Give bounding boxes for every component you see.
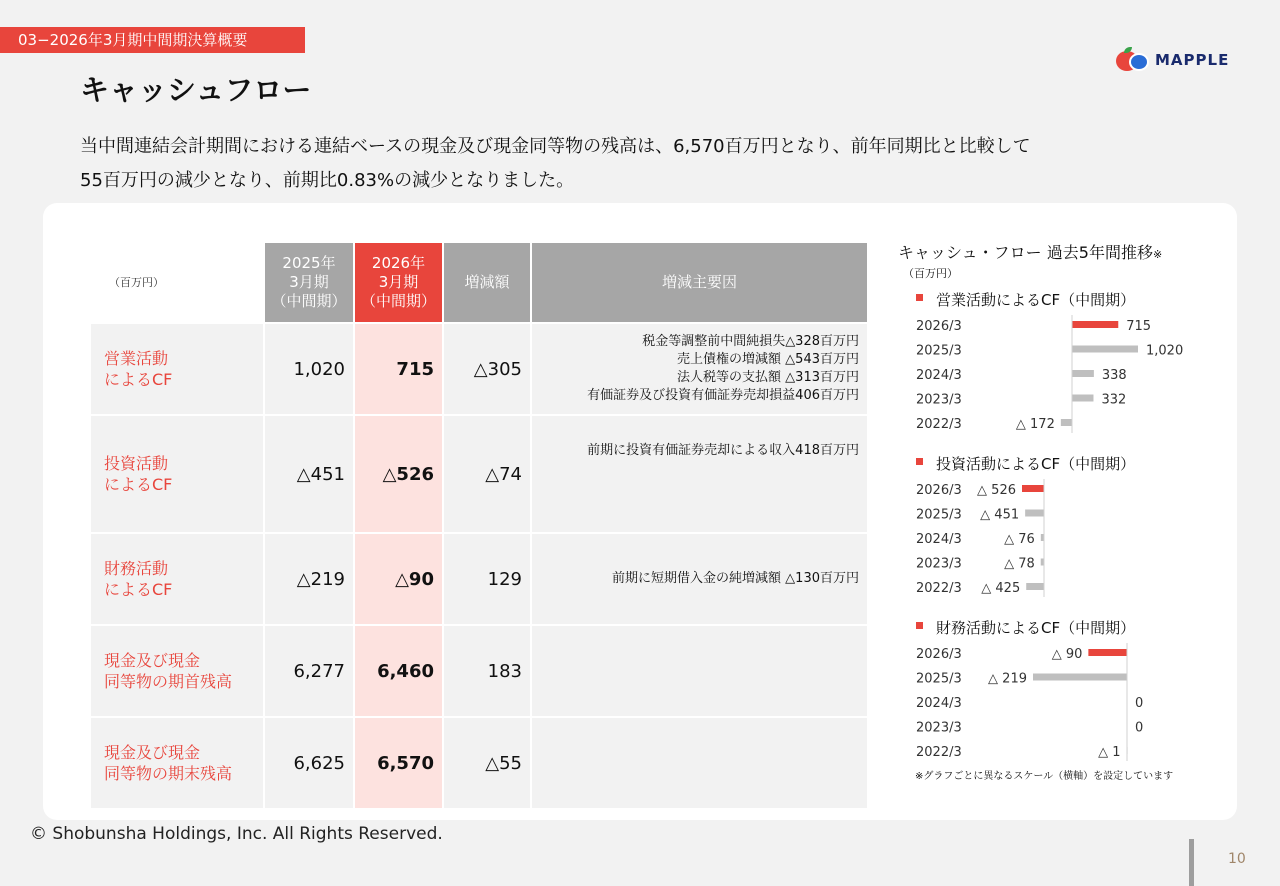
- cell-diff: 183: [443, 625, 531, 717]
- legend-marker: [916, 294, 923, 301]
- category-label: 2022/3: [916, 745, 962, 760]
- category-label: 2023/3: [916, 556, 962, 572]
- category-label: 2026/3: [916, 647, 962, 662]
- financing-cf-chart: [910, 616, 1230, 766]
- table-row: [90, 533, 868, 625]
- cell-prev: 6,277: [264, 625, 354, 717]
- bar: [1072, 346, 1138, 353]
- bar: [1072, 395, 1093, 402]
- investing-cf-chart: [910, 452, 1230, 602]
- category-label: 2025/3: [916, 507, 962, 523]
- copyright: © Shobunsha Holdings, Inc. All Rights Reserved.: [30, 824, 443, 844]
- col-header-prev: 2025年 3月期 （中間期）: [264, 242, 354, 323]
- legend-marker: [916, 622, 923, 629]
- value-label: △ 526: [977, 483, 1016, 498]
- value-label: 1,020: [1146, 343, 1184, 359]
- table-row: [90, 415, 868, 533]
- value-label: △ 76: [1004, 532, 1035, 547]
- category-label: 2023/3: [916, 720, 962, 736]
- cell-curr: △90: [354, 533, 443, 625]
- category-label: 2025/3: [916, 671, 962, 687]
- value-label: △ 425: [981, 581, 1021, 596]
- value-label: 0: [1135, 720, 1144, 736]
- category-label: 2024/3: [916, 532, 962, 547]
- chart-title: 営業活動によるCF（中間期）: [936, 291, 1136, 309]
- chart-title: 投資活動によるCF（中間期）: [936, 455, 1136, 473]
- lead-text: [80, 130, 1180, 198]
- row-label: 現金及び現金 同等物の期末残高: [90, 717, 264, 809]
- value-label: 332: [1101, 392, 1127, 408]
- col-header-diff: 増減額: [443, 242, 531, 323]
- page-number: 10: [1228, 851, 1246, 867]
- category-label: 2026/3: [916, 319, 962, 334]
- value-label: 338: [1101, 368, 1127, 383]
- cell-factors: 税金等調整前中間純損失△328百万円 売上債権の増減額 △543百万円 法人税等の支払額 △313百万円 有価証券及び投資有価証券売却損益406百万円: [531, 323, 868, 415]
- category-label: 2026/3: [916, 483, 962, 498]
- col-header-curr: 2026年 3月期 （中間期）: [354, 242, 443, 323]
- value-label: △ 451: [980, 507, 1020, 523]
- value-label: △ 219: [988, 671, 1027, 687]
- side-unit-label: （百万円）: [903, 267, 958, 280]
- cell-curr: 6,460: [354, 625, 443, 717]
- cell-prev: 6,625: [264, 717, 354, 809]
- logo-text: MAPPLE: [1155, 51, 1230, 69]
- value-label: △ 1: [1098, 745, 1121, 760]
- cell-factors: 前期に投資有価証券売却による収入418百万円: [531, 415, 868, 533]
- legend-marker: [916, 458, 923, 465]
- cell-factors: [531, 717, 868, 809]
- cell-prev: △219: [264, 533, 354, 625]
- section-tag: 03−2026年3月期中間期決算概要: [0, 27, 305, 53]
- row-label: 営業活動 によるCF: [90, 323, 264, 415]
- category-label: 2022/3: [916, 581, 962, 596]
- table-row: [90, 323, 868, 415]
- value-label: △ 90: [1051, 647, 1083, 662]
- value-label: 0: [1135, 696, 1144, 711]
- side-panel-title: キャッシュ・フロー 過去5年間推移※: [898, 243, 1163, 262]
- table-header-row: [90, 242, 868, 323]
- bar: [1025, 510, 1044, 517]
- row-label: 財務活動 によるCF: [90, 533, 264, 625]
- footer-divider: [1189, 839, 1194, 886]
- bar: [1022, 485, 1044, 492]
- cell-curr: 715: [354, 323, 443, 415]
- category-label: 2024/3: [916, 368, 962, 383]
- category-label: 2025/3: [916, 343, 962, 359]
- value-label: △ 78: [1004, 556, 1035, 572]
- value-label: 715: [1126, 319, 1152, 334]
- logo-mark-icon: [1116, 47, 1150, 73]
- unit-label: （百万円）: [90, 242, 264, 323]
- bar: [1088, 649, 1127, 656]
- cell-prev: △451: [264, 415, 354, 533]
- bar: [1061, 419, 1072, 426]
- lead-line-1: 当中間連結会計期間における連結ベースの現金及び現金同等物の残高は、6,570百万円となり、前年同期比と比較して: [80, 136, 1031, 157]
- cell-diff: △74: [443, 415, 531, 533]
- page-title: キャッシュフロー: [80, 73, 312, 107]
- chart-note: ※グラフごとに異なるスケール（横軸）を設定しています: [915, 771, 1174, 782]
- cell-curr: 6,570: [354, 717, 443, 809]
- table-row: [90, 625, 868, 717]
- cell-prev: 1,020: [264, 323, 354, 415]
- cash-flow-table: [89, 241, 869, 810]
- category-label: 2022/3: [916, 417, 962, 432]
- cell-curr: △526: [354, 415, 443, 533]
- lead-line-2: 55百万円の減少となり、前期比0.83%の減少となりました。: [80, 170, 575, 191]
- cell-diff: 129: [443, 533, 531, 625]
- cell-factors: [531, 625, 868, 717]
- bar: [1072, 370, 1094, 377]
- cell-factors: 前期に短期借入金の純増減額 △130百万円: [531, 533, 868, 625]
- chart-title: 財務活動によるCF（中間期）: [936, 619, 1136, 637]
- value-label: △ 172: [1015, 417, 1055, 432]
- company-logo: [1116, 47, 1229, 73]
- bar: [1026, 583, 1044, 590]
- row-label: 現金及び現金 同等物の期首残高: [90, 625, 264, 717]
- cell-diff: △305: [443, 323, 531, 415]
- category-label: 2024/3: [916, 696, 962, 711]
- col-header-factors: 増減主要因: [531, 242, 868, 323]
- operating-cf-chart: [910, 288, 1230, 438]
- bar: [1033, 674, 1127, 681]
- category-label: 2023/3: [916, 392, 962, 408]
- table-row: [90, 717, 868, 809]
- cell-diff: △55: [443, 717, 531, 809]
- bar: [1072, 321, 1118, 328]
- row-label: 投資活動 によるCF: [90, 415, 264, 533]
